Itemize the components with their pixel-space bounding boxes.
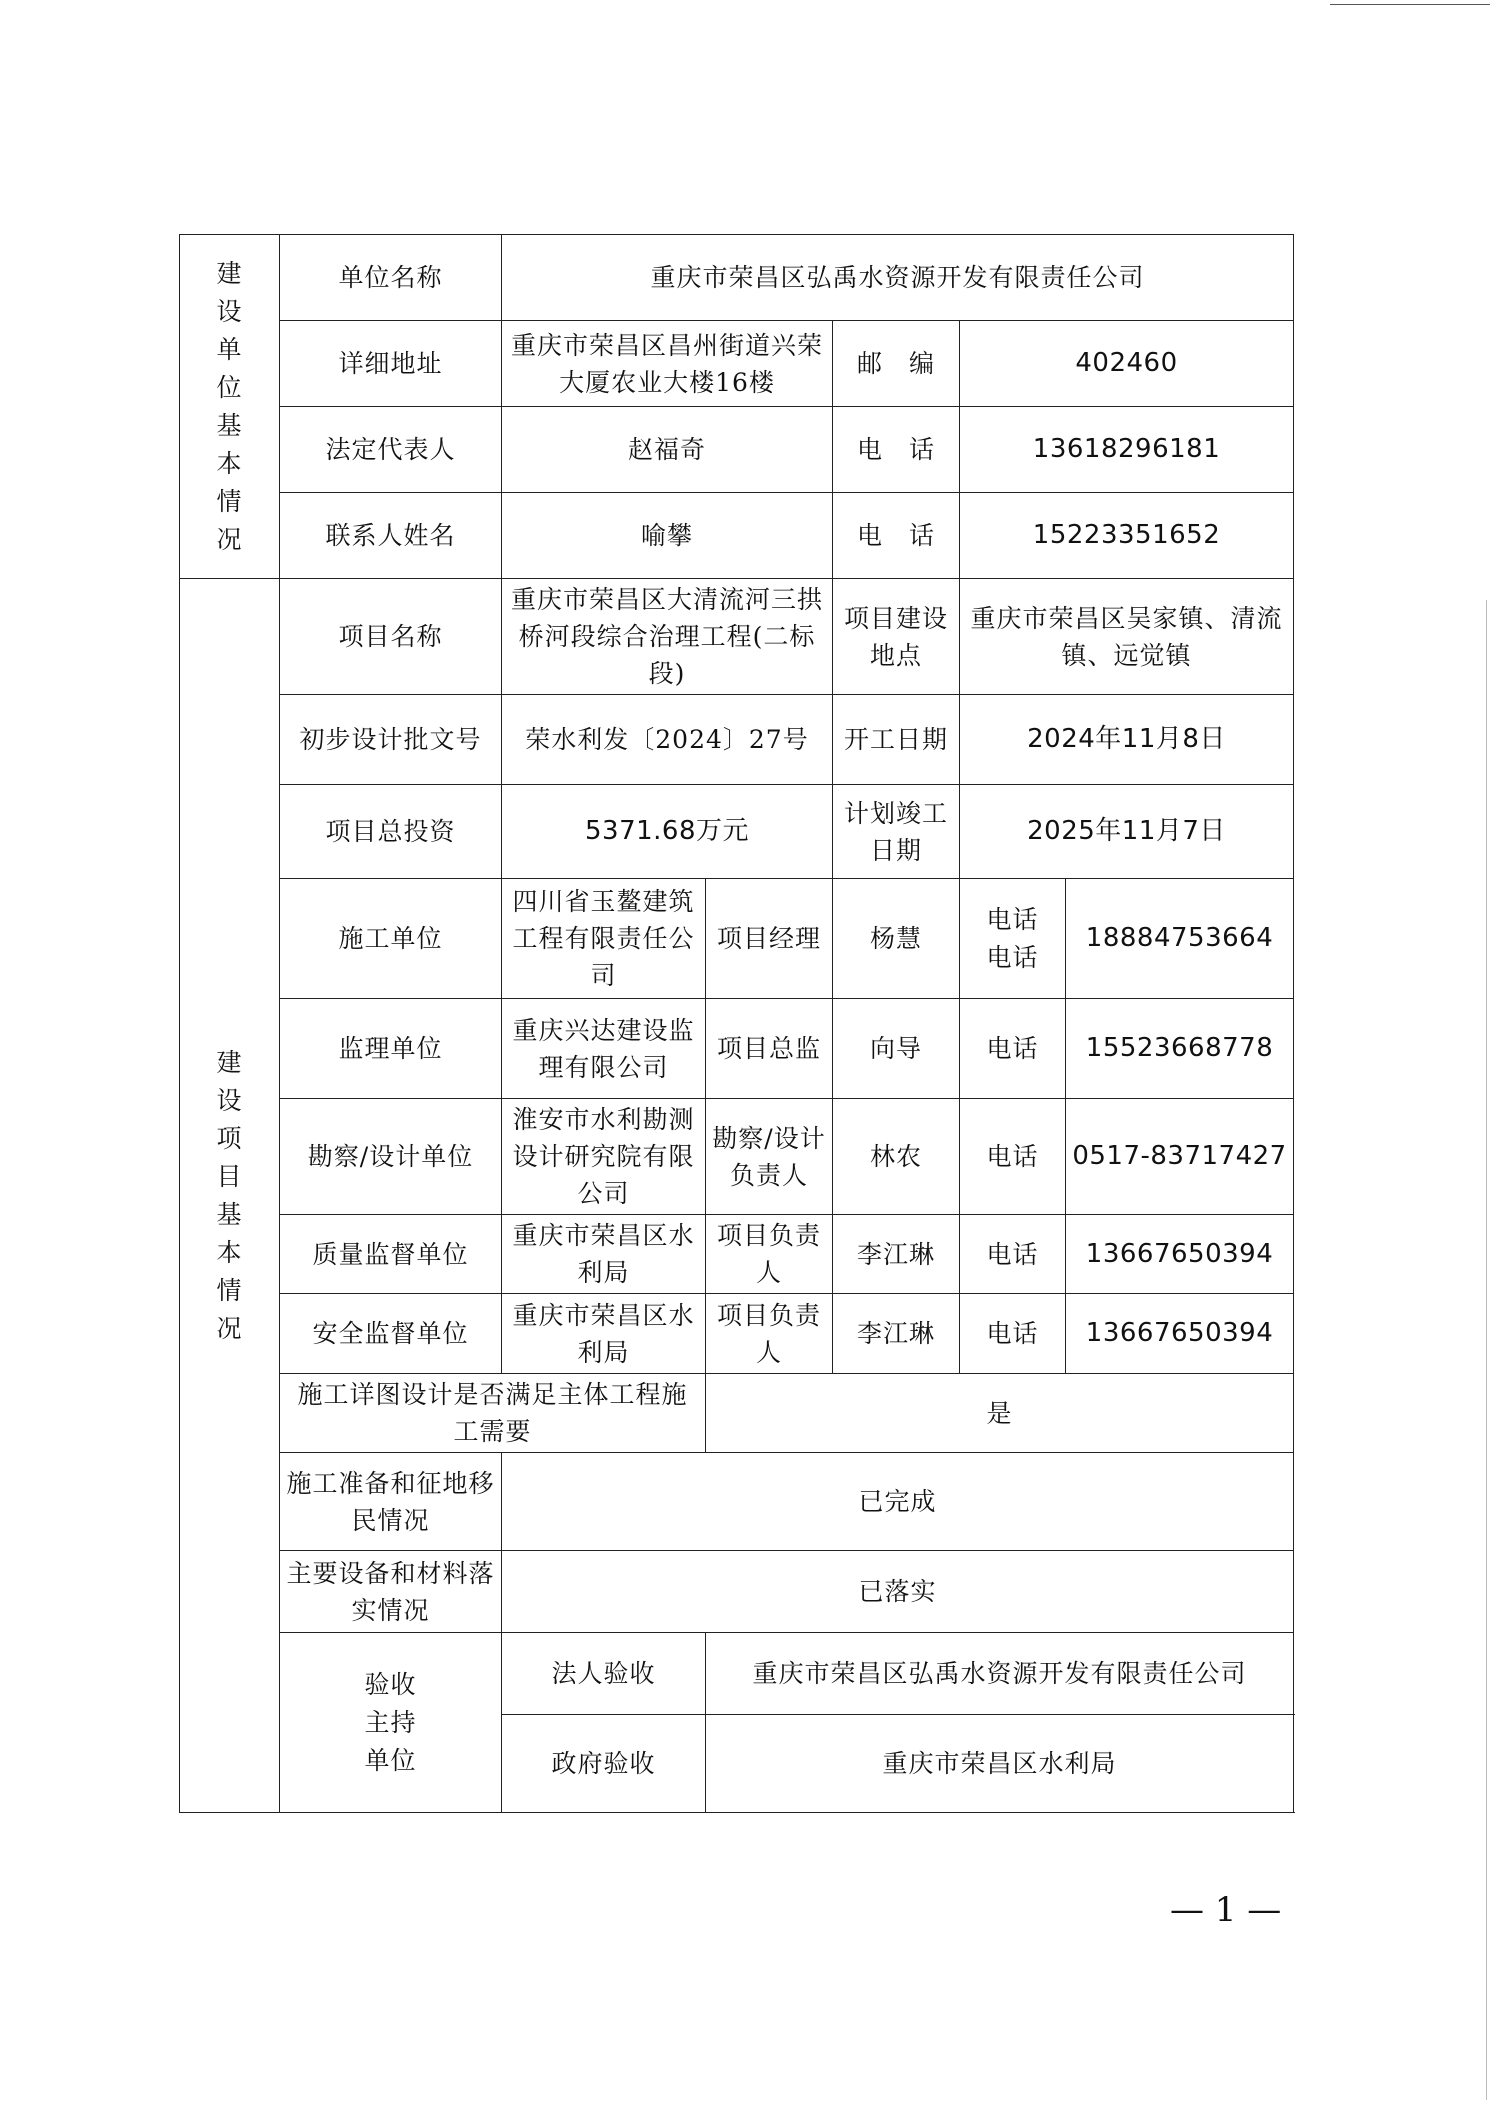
value-participant-phone: 13667650394 [1066, 1294, 1294, 1374]
label-preparation: 施工准备和征地移民情况 [280, 1453, 502, 1551]
value-equipment: 已落实 [502, 1551, 1294, 1633]
label-participant-role: 勘察/设计单位 [280, 1099, 502, 1215]
value-legal-rep-phone: 13618296181 [960, 407, 1294, 493]
label-investment: 项目总投资 [280, 785, 502, 879]
value-investment: 5371.68万元 [502, 785, 833, 879]
value-project-name: 重庆市荣昌区大清流河三拱桥河段综合治理工程(二标段) [502, 579, 833, 695]
label-participant-phone: 电话 [960, 1099, 1066, 1215]
label-contact-phone: 电 话 [833, 493, 960, 579]
row-preparation [180, 1453, 1294, 1551]
value-address: 重庆市荣昌区昌州街道兴荣大厦农业大楼16楼 [502, 321, 833, 407]
label-legal-acceptance: 法人验收 [502, 1633, 706, 1715]
label-participant-phone: 电话 [960, 1294, 1066, 1374]
value-start-date: 2024年11月8日 [960, 695, 1294, 785]
row-participant [180, 1215, 1294, 1294]
value-participant-unit: 重庆市荣昌区水利局 [502, 1215, 706, 1294]
value-participant-person: 杨慧 [833, 879, 960, 999]
row-participant [180, 879, 1294, 999]
label-participant-role: 安全监督单位 [280, 1294, 502, 1374]
label-participant-phone: 电话 [960, 1215, 1066, 1294]
label-design-question: 施工详图设计是否满足主体工程施工需要 [280, 1374, 706, 1453]
label-legal-rep: 法定代表人 [280, 407, 502, 493]
label-legal-rep-phone: 电 话 [833, 407, 960, 493]
value-gov-acceptance: 重庆市荣昌区水利局 [706, 1715, 1294, 1813]
row-design-question [180, 1374, 1294, 1453]
row-investment [180, 785, 1294, 879]
label-participant-title: 项目总监 [706, 999, 833, 1099]
label-participant-title: 项目负责人 [706, 1215, 833, 1294]
label-participant-title: 勘察/设计负责人 [706, 1099, 833, 1215]
project-info-table [179, 234, 1294, 1813]
value-legal-rep: 赵福奇 [502, 407, 833, 493]
value-participant-person: 林农 [833, 1099, 960, 1215]
section-acceptance: 验收主持单位 [280, 1633, 502, 1813]
row-address [180, 321, 1294, 407]
value-project-location: 重庆市荣昌区吴家镇、清流镇、远觉镇 [960, 579, 1294, 695]
label-equipment: 主要设备和材料落实情况 [280, 1551, 502, 1633]
section-project: 建设项目基本情况 [180, 579, 280, 1813]
top-edge-rule [1330, 4, 1490, 5]
page-number: — 1 — [1170, 1890, 1282, 1930]
row-equipment [180, 1551, 1294, 1633]
row-participant [180, 999, 1294, 1099]
value-participant-person: 李江琳 [833, 1215, 960, 1294]
row-contact [180, 493, 1294, 579]
value-participant-unit: 重庆兴达建设监理有限公司 [502, 999, 706, 1099]
value-participant-phone: 13667650394 [1066, 1215, 1294, 1294]
right-edge-rule [1486, 600, 1487, 2100]
label-participant-role: 施工单位 [280, 879, 502, 999]
label-participant-title: 项目经理 [706, 879, 833, 999]
label-completion-date: 计划竣工日期 [833, 785, 960, 879]
label-project-name: 项目名称 [280, 579, 502, 695]
value-participant-phone: 15523668778 [1066, 999, 1294, 1099]
value-postcode: 402460 [960, 321, 1294, 407]
row-legal-rep [180, 407, 1294, 493]
value-contact-phone: 15223351652 [960, 493, 1294, 579]
label-participant-phone: 电话 [960, 999, 1066, 1099]
label-start-date: 开工日期 [833, 695, 960, 785]
section-construction-unit: 建设单位基本情况 [180, 235, 280, 579]
value-unit-name: 重庆市荣昌区弘禹水资源开发有限责任公司 [502, 235, 1294, 321]
label-address: 详细地址 [280, 321, 502, 407]
row-project-name [180, 579, 1294, 695]
row-unit-name [180, 235, 1294, 321]
label-gov-acceptance: 政府验收 [502, 1715, 706, 1813]
value-completion-date: 2025年11月7日 [960, 785, 1294, 879]
value-contact: 喻攀 [502, 493, 833, 579]
label-participant-phone: 电话电话 [960, 879, 1066, 999]
value-legal-acceptance: 重庆市荣昌区弘禹水资源开发有限责任公司 [706, 1633, 1294, 1715]
label-participant-role: 监理单位 [280, 999, 502, 1099]
row-approval [180, 695, 1294, 785]
value-preparation: 已完成 [502, 1453, 1294, 1551]
label-unit-name: 单位名称 [280, 235, 502, 321]
label-participant-role: 质量监督单位 [280, 1215, 502, 1294]
value-participant-unit: 四川省玉鳌建筑工程有限责任公司 [502, 879, 706, 999]
value-participant-person: 向导 [833, 999, 960, 1099]
value-participant-unit: 淮安市水利勘测设计研究院有限公司 [502, 1099, 706, 1215]
row-participant [180, 1294, 1294, 1374]
value-design-answer: 是 [706, 1374, 1294, 1453]
label-project-location: 项目建设地点 [833, 579, 960, 695]
row-participant [180, 1099, 1294, 1215]
value-approval: 荣水利发〔2024〕27号 [502, 695, 833, 785]
value-participant-phone: 18884753664 [1066, 879, 1294, 999]
row-legal-acceptance [180, 1633, 1294, 1715]
label-contact: 联系人姓名 [280, 493, 502, 579]
label-postcode: 邮 编 [833, 321, 960, 407]
value-participant-person: 李江琳 [833, 1294, 960, 1374]
value-participant-unit: 重庆市荣昌区水利局 [502, 1294, 706, 1374]
label-participant-title: 项目负责人 [706, 1294, 833, 1374]
label-approval: 初步设计批文号 [280, 695, 502, 785]
value-participant-phone: 0517-83717427 [1066, 1099, 1294, 1215]
